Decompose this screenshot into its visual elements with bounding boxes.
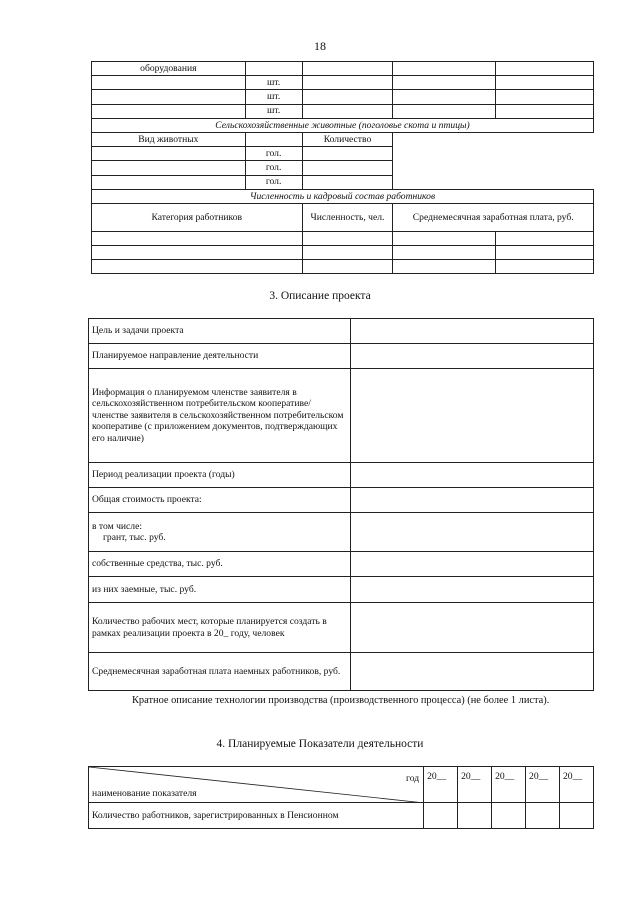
staff-section-header: Численность и кадровый состав работников bbox=[92, 189, 594, 203]
header-diagonal-cell bbox=[89, 767, 424, 803]
year-header: 20__ bbox=[424, 767, 458, 803]
indicator-row-label: Количество работников, зарегистрированных в Пенсионном bbox=[89, 803, 424, 829]
indicator-label: наименование показателя bbox=[92, 787, 197, 799]
project-row-value[interactable] bbox=[351, 369, 594, 463]
year-header: 20__ bbox=[526, 767, 560, 803]
project-row-value[interactable] bbox=[351, 552, 594, 577]
unit-cell: шт. bbox=[245, 76, 302, 90]
project-row-label: из них заемные, тыс. руб. bbox=[89, 577, 351, 603]
project-row-label: Количество рабочих мест, которые планируется создать в рамках реализации проекта в 20_ году, человек bbox=[89, 603, 351, 653]
project-row-value[interactable] bbox=[351, 463, 594, 488]
project-row-value[interactable] bbox=[351, 577, 594, 603]
project-row-value[interactable] bbox=[351, 603, 594, 653]
project-row-label bbox=[89, 513, 351, 552]
equipment-animals-staff-table bbox=[91, 61, 594, 274]
indicator-value[interactable] bbox=[424, 803, 458, 829]
quantity-header: Количество bbox=[302, 132, 393, 146]
project-row-label: Среднемесячная заработная плата наемных работников, руб. bbox=[89, 653, 351, 691]
salary-header: Среднемесячная заработная плата, руб. bbox=[393, 203, 594, 231]
project-row-value[interactable] bbox=[351, 319, 594, 344]
grant-label: грант, тыс. руб. bbox=[103, 532, 166, 543]
unit-cell: гол. bbox=[245, 175, 302, 189]
year-header: 20__ bbox=[492, 767, 526, 803]
year-header: 20__ bbox=[560, 767, 594, 803]
project-row-value[interactable] bbox=[351, 344, 594, 369]
year-header: 20__ bbox=[458, 767, 492, 803]
page-number: 18 bbox=[314, 39, 326, 53]
brief-description-text: Кратное описание технологии производства (производственного процесса) (не более 1 листа). bbox=[132, 695, 550, 706]
indicator-value[interactable] bbox=[492, 803, 526, 829]
year-label: год bbox=[406, 773, 420, 784]
project-row-label: Цель и задачи проекта bbox=[89, 319, 351, 344]
indicator-value[interactable] bbox=[458, 803, 492, 829]
project-row-value[interactable] bbox=[351, 513, 594, 552]
project-row-value[interactable] bbox=[351, 653, 594, 691]
section4-title: 4. Планируемые Показатели деятельности bbox=[216, 738, 424, 750]
indicator-value[interactable] bbox=[560, 803, 594, 829]
unit-cell: шт. bbox=[245, 90, 302, 104]
project-row-label: Планируемое направление деятельности bbox=[89, 344, 351, 369]
unit-cell: гол. bbox=[245, 147, 302, 161]
project-description-table bbox=[88, 318, 594, 691]
planned-indicators-table bbox=[88, 766, 594, 829]
equipment-label-cell: оборудования bbox=[92, 62, 246, 76]
unit-cell: гол. bbox=[245, 161, 302, 175]
unit-cell: шт. bbox=[245, 104, 302, 118]
in-total-label: в том числе: bbox=[92, 520, 143, 532]
project-row-value[interactable] bbox=[351, 488, 594, 513]
project-row-label: Период реализации проекта (годы) bbox=[89, 463, 351, 488]
animals-section-header: Сельскохозяйственные животные (поголовье скота и птицы) bbox=[92, 118, 594, 132]
project-row-label: Общая стоимость проекта: bbox=[89, 488, 351, 513]
project-row-label: собственные средства, тыс. руб. bbox=[89, 552, 351, 577]
section3-title: 3. Описание проекта bbox=[269, 290, 371, 302]
indicator-value[interactable] bbox=[526, 803, 560, 829]
headcount-header: Численность, чел. bbox=[302, 203, 393, 231]
animal-type-header: Вид животных bbox=[92, 132, 246, 146]
project-row-label: Информация о планируемом членстве заявителя в сельскохозяйственном потребительском кооперативе/членстве заявителя в сельскохозяйственном потребительском кооперативе (с приложением документов, подтверждающих его наличие) bbox=[89, 369, 351, 463]
category-header: Категория работников bbox=[92, 203, 303, 231]
